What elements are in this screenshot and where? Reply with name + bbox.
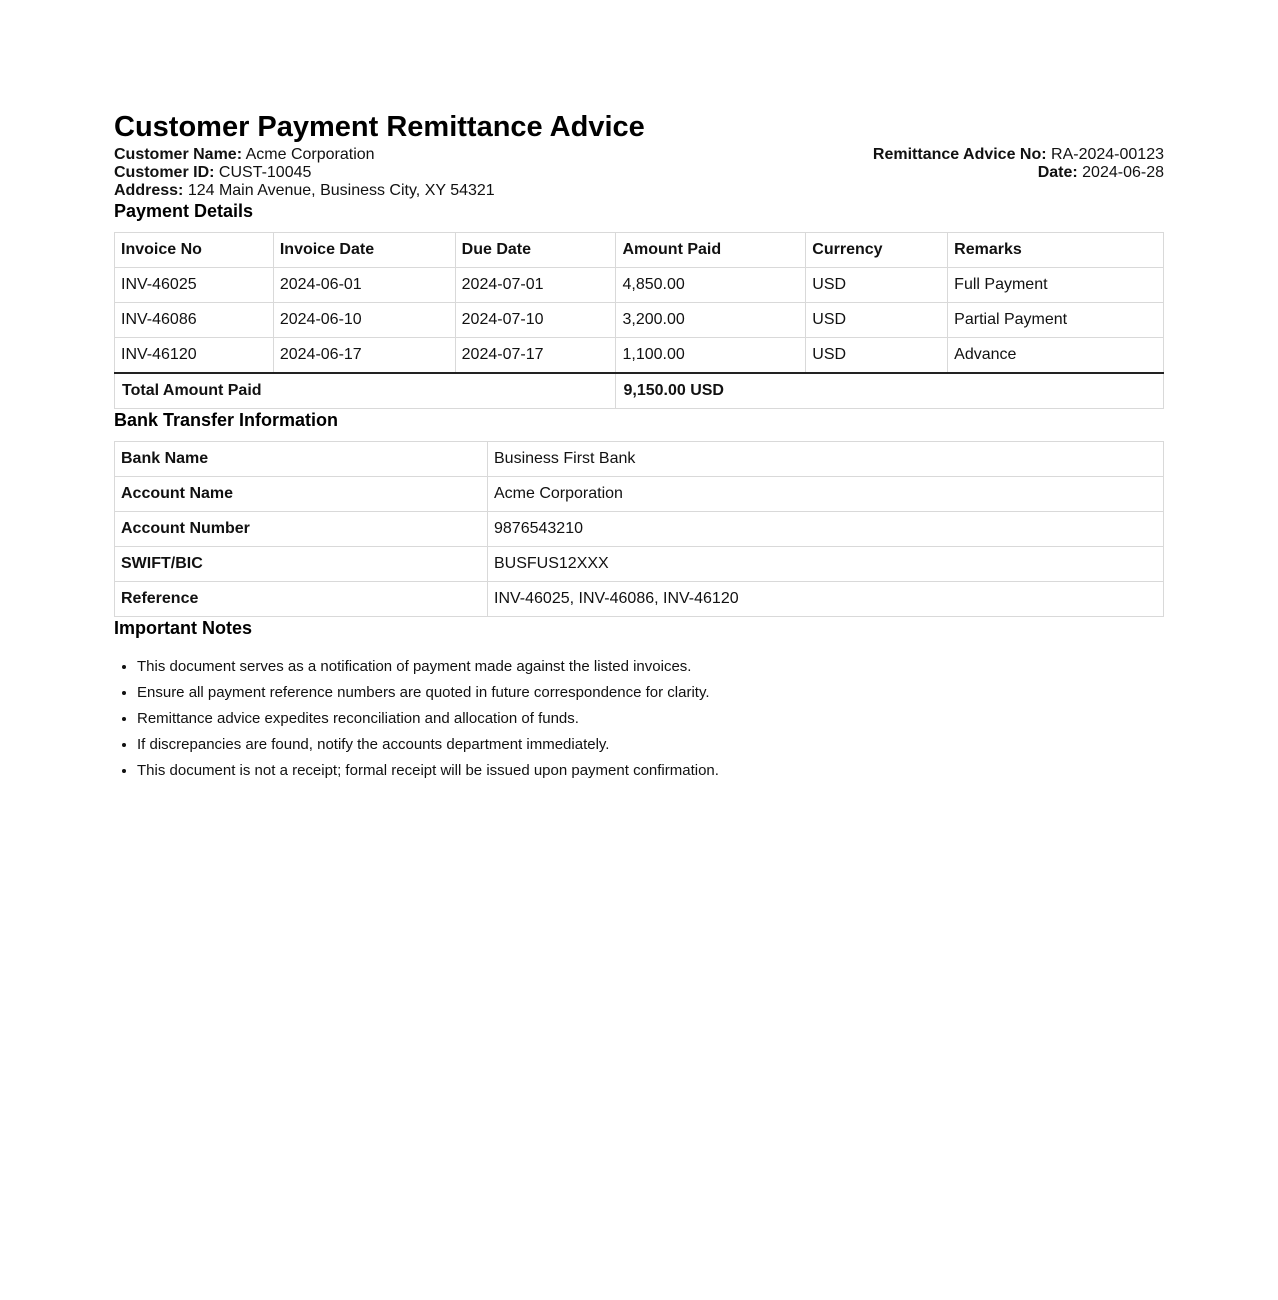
amount-paid-cell: 1,100.00: [616, 338, 806, 374]
table-row: [115, 547, 1164, 582]
customer-info: [114, 146, 495, 200]
currency-cell: USD: [806, 338, 948, 374]
amount-paid-cell: 4,850.00: [616, 268, 806, 303]
bank-transfer-heading: Bank Transfer Information: [114, 410, 339, 430]
column-header: Due Date: [455, 233, 616, 268]
invoice-date-cell: 2024-06-17: [273, 338, 455, 374]
bank-field-label: SWIFT/BIC: [115, 547, 488, 582]
bank-field-value: BUSFUS12XXX: [488, 547, 1164, 582]
customer-name-label: Customer Name:: [114, 146, 243, 163]
list-item: • Remittance advice expedites reconciliation and allocation of funds.: [137, 706, 1164, 732]
due-date-cell: 2024-07-17: [455, 338, 616, 374]
column-header: Amount Paid: [616, 233, 806, 268]
currency-cell: USD: [806, 303, 948, 338]
advice-date-line: [873, 164, 1164, 182]
advice-date-label: Date:: [1037, 164, 1078, 181]
payment-details-heading: Payment Details: [114, 201, 254, 221]
notes-list: [114, 654, 1164, 784]
invoice-date-cell: 2024-06-01: [273, 268, 455, 303]
column-header: Remarks: [948, 233, 1164, 268]
remarks-cell: Partial Payment: [948, 303, 1164, 338]
bank-field-value: INV-46025, INV-46086, INV-46120: [488, 582, 1164, 617]
bank-field-label: Bank Name: [115, 442, 488, 477]
remarks-cell: Full Payment: [948, 268, 1164, 303]
bank-field-value: 9876543210: [488, 512, 1164, 547]
table-row: [115, 512, 1164, 547]
customer-name-line: [114, 146, 495, 164]
bank-field-value: Business First Bank: [488, 442, 1164, 477]
currency-cell: USD: [806, 268, 948, 303]
table-row: [115, 582, 1164, 617]
bank-field-label: Account Number: [115, 512, 488, 547]
page-title: Customer Payment Remittance Advice: [114, 111, 645, 143]
bank-field-label: Reference: [115, 582, 488, 617]
list-item: • This document serves as a notification of payment made against the listed invoices.: [137, 654, 1164, 680]
table-row: [115, 303, 1164, 338]
important-notes-heading: Important Notes: [114, 618, 253, 638]
bank-field-value: Acme Corporation: [488, 477, 1164, 512]
customer-address-line: [114, 182, 495, 200]
total-row: [115, 373, 1164, 409]
customer-id-value: CUST-10045: [218, 164, 312, 181]
customer-address-label: Address:: [114, 182, 184, 199]
customer-address-value: 124 Main Avenue, Business City, XY 54321: [187, 182, 495, 199]
advice-date-value: 2024-06-28: [1082, 164, 1164, 181]
customer-name-value: Acme Corporation: [245, 146, 375, 163]
bank-transfer-table: [114, 441, 1164, 617]
column-header: Invoice Date: [273, 233, 455, 268]
advice-number-line: [873, 146, 1164, 164]
total-value: 9,150.00 USD: [616, 373, 1164, 409]
invoice-no-cell: INV-46120: [115, 338, 274, 374]
advice-number-label: Remittance Advice No:: [872, 146, 1047, 163]
remittance-document: [114, 0, 1164, 784]
customer-id-line: [114, 164, 495, 182]
invoice-date-cell: 2024-06-10: [273, 303, 455, 338]
due-date-cell: 2024-07-10: [455, 303, 616, 338]
table-row: [115, 477, 1164, 512]
amount-paid-cell: 3,200.00: [616, 303, 806, 338]
advice-number-value: RA-2024-00123: [1051, 146, 1164, 163]
list-item: • If discrepancies are found, notify the accounts department immediately.: [137, 732, 1164, 758]
due-date-cell: 2024-07-01: [455, 268, 616, 303]
list-item: • Ensure all payment reference numbers are quoted in future correspondence for clarity.: [137, 680, 1164, 706]
advice-info: [873, 146, 1164, 200]
table-row: [115, 338, 1164, 374]
document-header: [114, 146, 1164, 200]
total-label: Total Amount Paid: [115, 373, 616, 409]
column-header: Currency: [806, 233, 948, 268]
bank-field-label: Account Name: [115, 477, 488, 512]
table-row: [115, 442, 1164, 477]
invoice-no-cell: INV-46086: [115, 303, 274, 338]
customer-id-label: Customer ID:: [114, 164, 215, 181]
list-item: • This document is not a receipt; formal receipt will be issued upon payment confirmation.: [137, 758, 1164, 784]
remarks-cell: Advance: [948, 338, 1164, 374]
table-header-row: [115, 233, 1164, 268]
invoice-no-cell: INV-46025: [115, 268, 274, 303]
table-row: [115, 268, 1164, 303]
payment-details-table: [114, 232, 1164, 409]
column-header: Invoice No: [115, 233, 274, 268]
